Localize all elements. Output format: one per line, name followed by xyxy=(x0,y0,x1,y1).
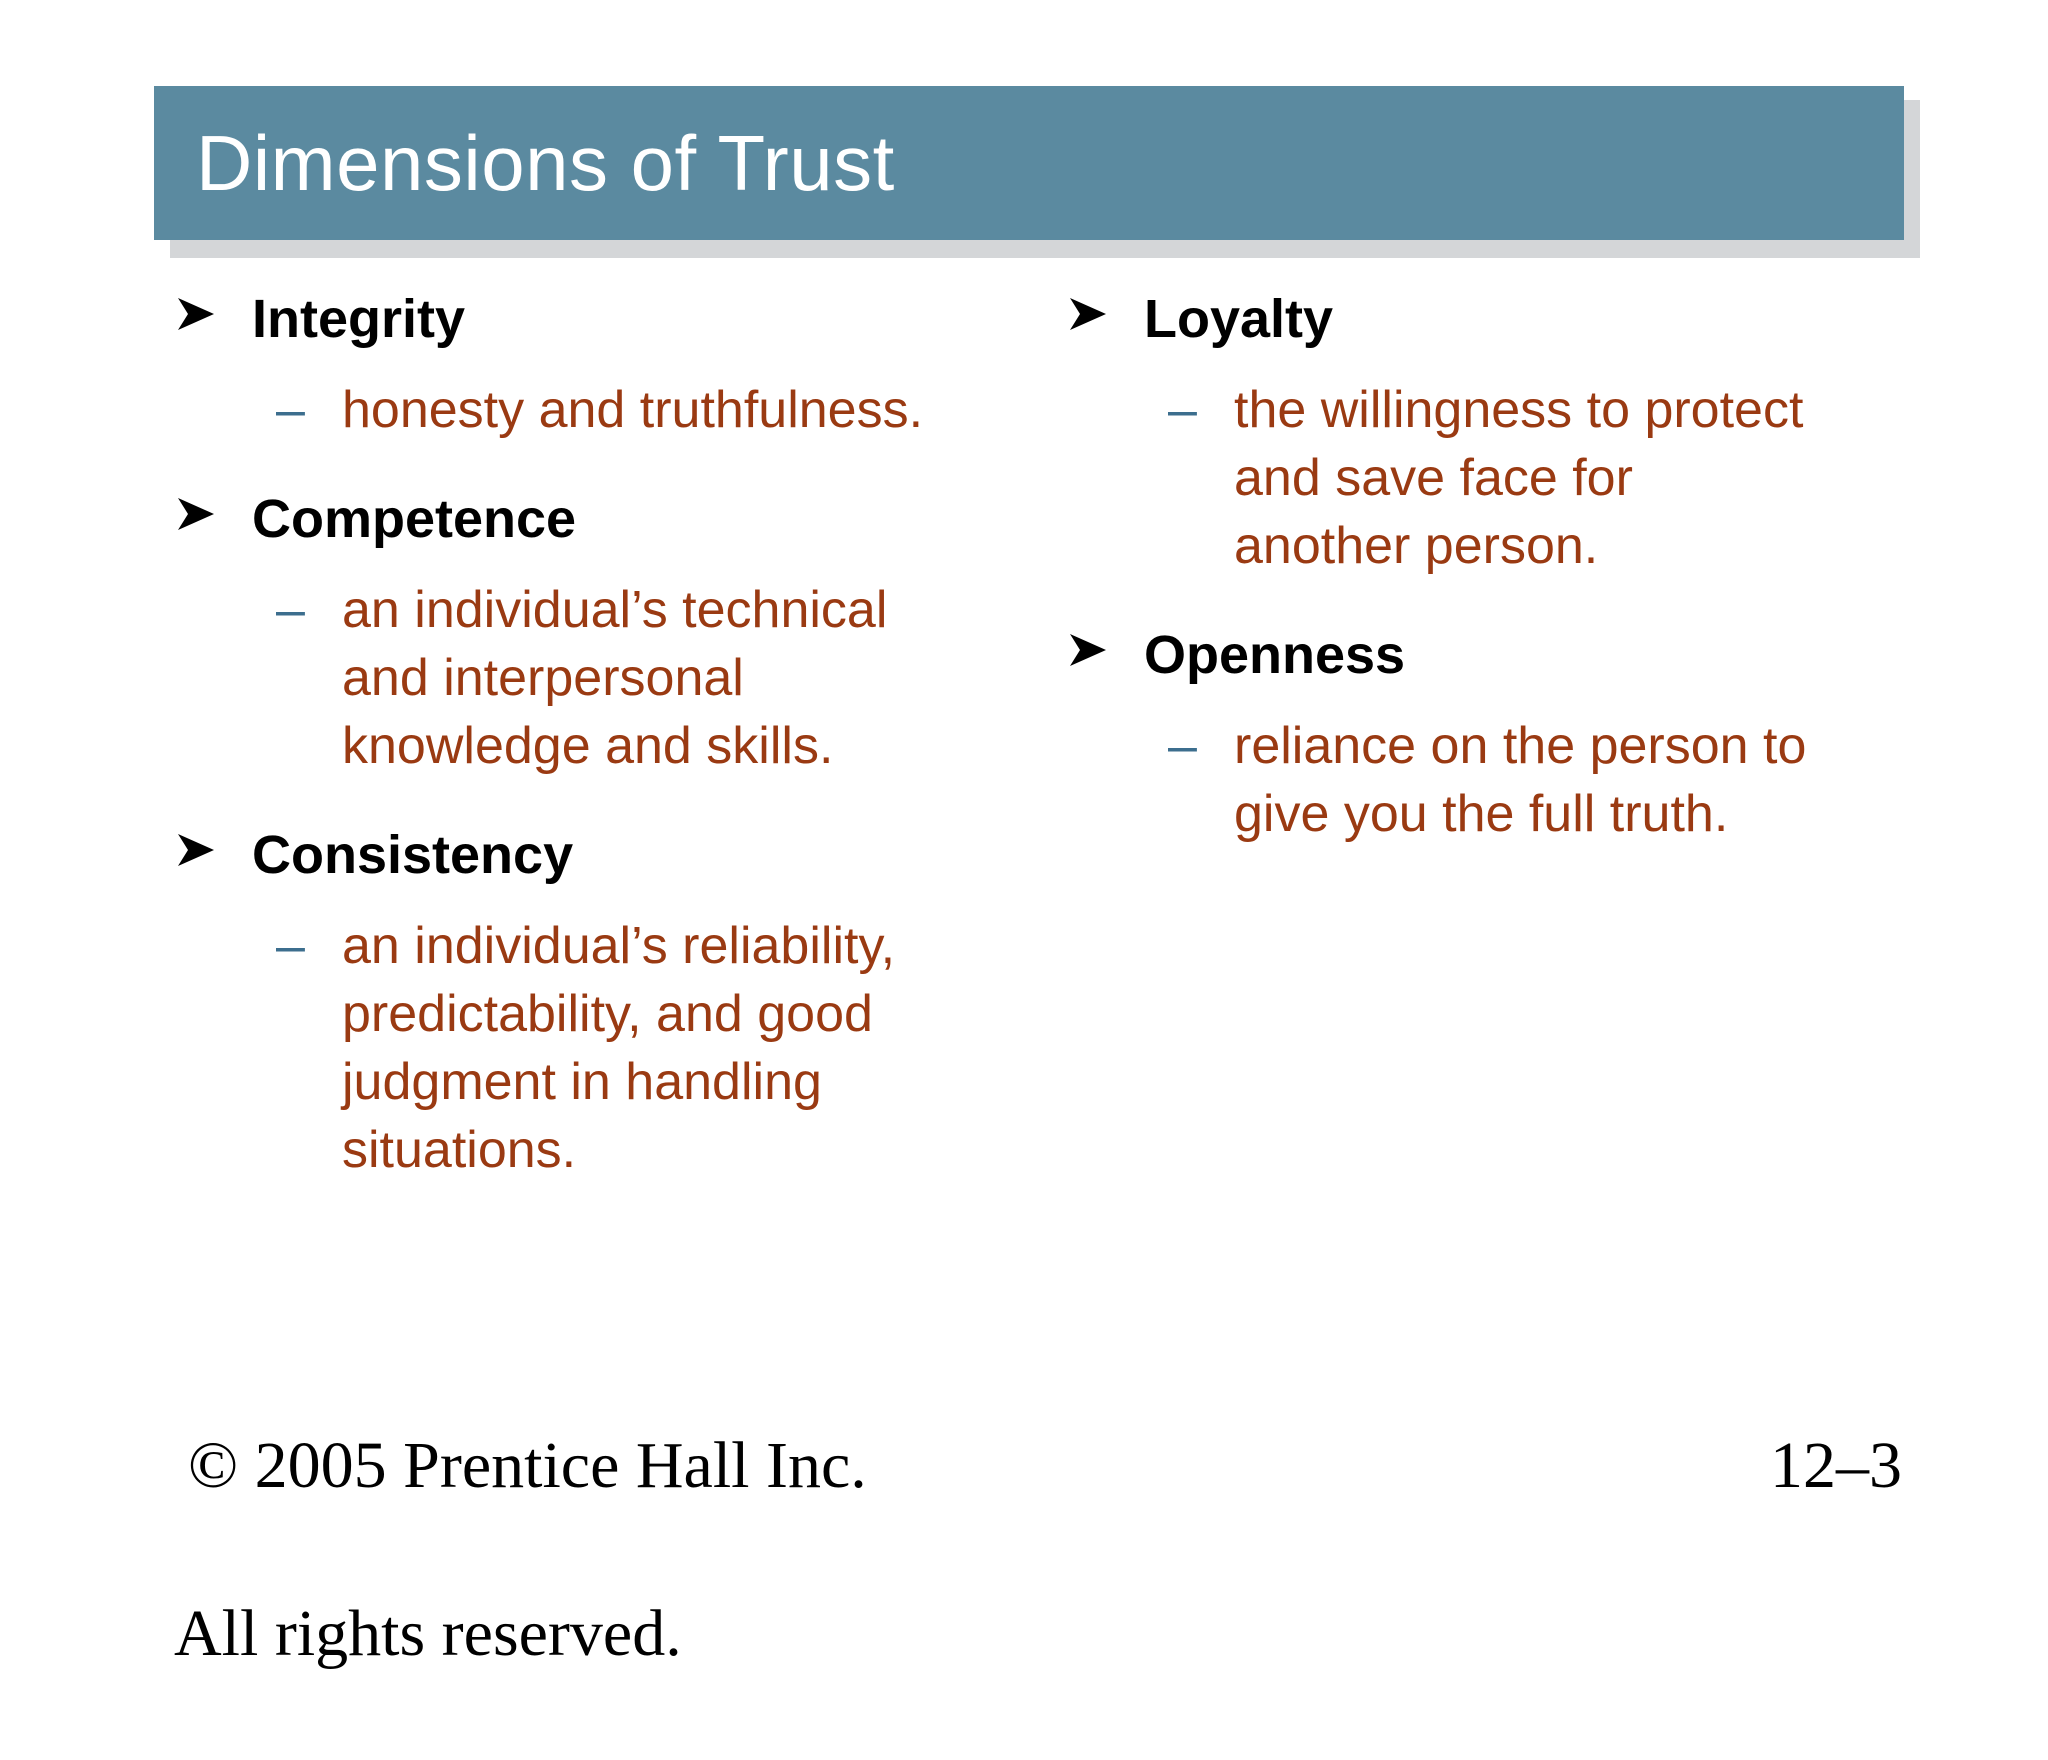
arrowhead-bullet-icon xyxy=(176,294,216,334)
bullet-heading: Openness xyxy=(1144,625,1406,685)
left-column xyxy=(176,280,1016,1220)
dash-bullet-icon: – xyxy=(276,381,305,439)
title-bar xyxy=(154,86,1904,240)
copyright-line-2: All rights reserved. xyxy=(174,1597,682,1670)
bullet-heading: Integrity xyxy=(252,289,466,349)
bullet-description: the willingness to protect and save face for another person. xyxy=(1234,381,1804,575)
copyright-line-1: © 2005 Prentice Hall Inc. xyxy=(188,1429,867,1502)
bullet-heading: Loyalty xyxy=(1144,289,1334,349)
dash-bullet-icon: – xyxy=(1168,717,1197,775)
bullet-item-consistency xyxy=(176,816,1016,1220)
arrowhead-bullet-icon xyxy=(176,830,216,870)
bullet-item-openness xyxy=(1068,616,1928,884)
dash-bullet-icon: – xyxy=(276,581,305,639)
right-column xyxy=(1068,280,1928,884)
copyright-notice xyxy=(174,1340,867,1760)
dash-bullet-icon: – xyxy=(276,917,305,975)
slide-number: 12–3 xyxy=(1770,1429,1902,1502)
bullet-description: an individual’s reliability, predictability, and good judgment in handling situations. xyxy=(342,917,896,1179)
bullet-item-integrity xyxy=(176,280,1016,480)
dash-bullet-icon: – xyxy=(1168,381,1197,439)
arrowhead-bullet-icon xyxy=(176,494,216,534)
bullet-description: an individual’s technical and interpersonal knowledge and skills. xyxy=(342,581,888,775)
bullet-heading: Consistency xyxy=(252,825,574,885)
bullet-item-loyalty xyxy=(1068,280,1928,616)
arrowhead-bullet-icon xyxy=(1068,294,1108,334)
bullet-heading: Competence xyxy=(252,489,577,549)
bullet-item-competence xyxy=(176,480,1016,816)
bullet-description: honesty and truthfulness. xyxy=(342,381,924,439)
arrowhead-bullet-icon xyxy=(1068,630,1108,670)
bullet-description: reliance on the person to give you the full truth. xyxy=(1234,717,1807,843)
slide-title: Dimensions of Trust xyxy=(196,119,895,207)
